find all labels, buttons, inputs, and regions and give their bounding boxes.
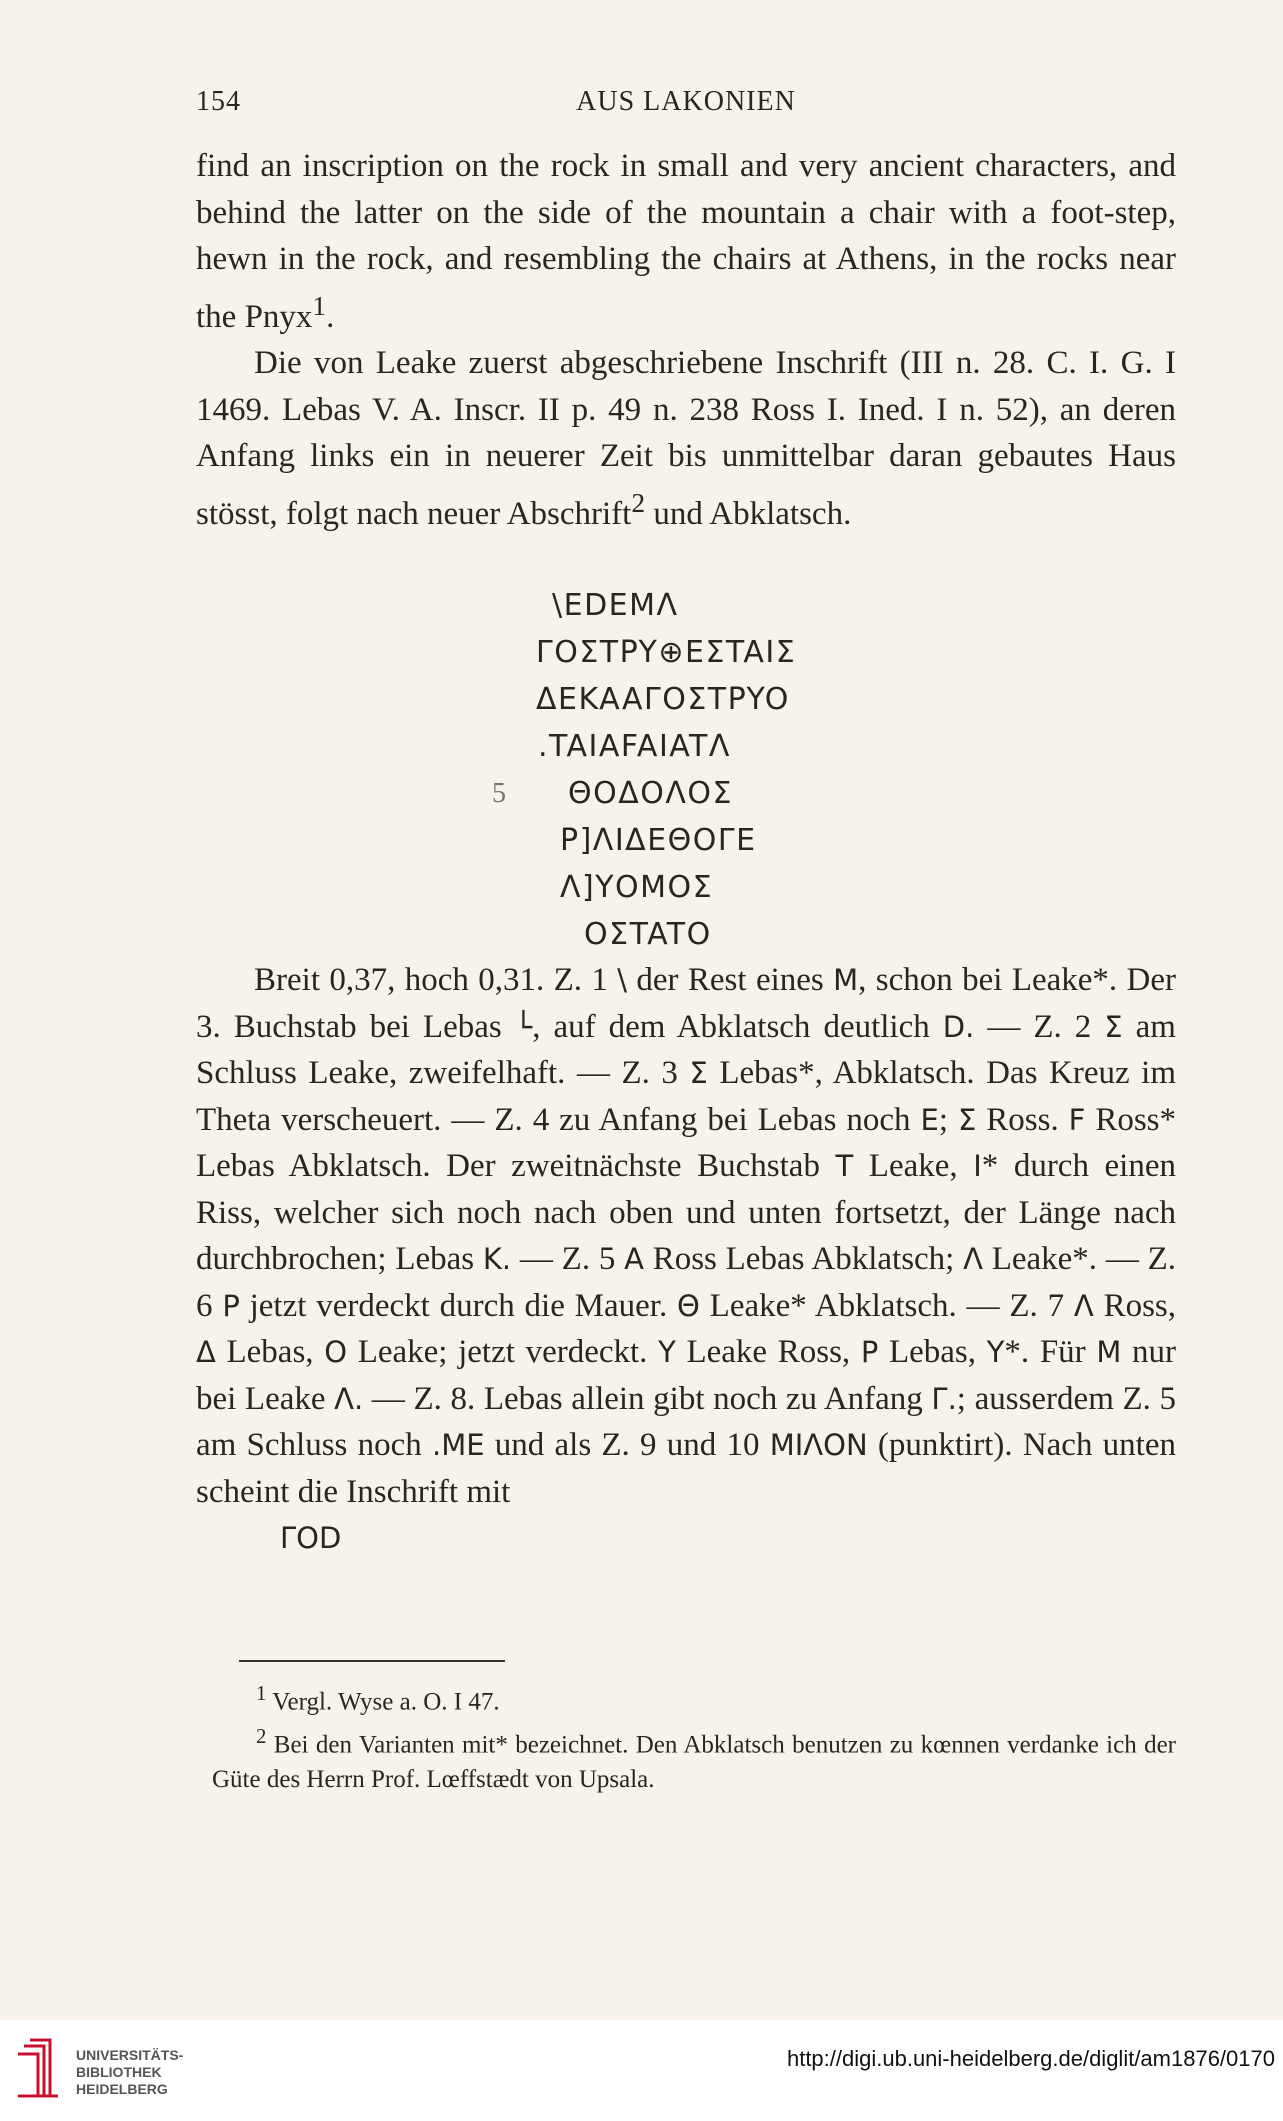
footnote-divider — [239, 1660, 505, 1662]
inscription-line: .TAIAFAIATΛ — [538, 729, 731, 764]
permalink-url[interactable]: http://digi.ub.uni-heidelberg.de/diglit/am1876/0170 — [786, 2046, 1275, 2071]
page-header — [196, 86, 1176, 126]
inscription-line-5: 5 ΘOΔOΛOΣ — [536, 770, 796, 817]
footnotes — [212, 1676, 1176, 1797]
footnote-ref-1: 1 — [312, 289, 327, 321]
body-text-commentary — [196, 957, 1176, 1562]
paragraph-commentary: Breit 0,37, hoch 0,31. Z. 1 \ der Rest eines Μ, schon bei Leake*. Der 3. Buchstab bei Lebas └, auf dem Abklatsch deutlich D. — Z. 2 Σ am Schluss Leake, zweifelhaft. — Z. 3 Σ Lebas*, Abklatsch. Das Kreuz im Theta verscheuert. — Z. 4 zu Anfang bei Lebas noch E; Σ Ross. F Ross* Lebas Abklatsch. Der zweitnächste Buchstab T Leake, I* durch einen Riss, welcher sich noch nach oben und unten fortsetzt, der Länge nach durchbrochen; Lebas K. — Z. 5 A Ross Lebas Abklatsch; Λ Leake*. — Z. 6 P jetzt verdeckt durch die Mauer. Θ Leake* Abklatsch. — Z. 7 Λ Ross, Δ Lebas, O Leake; jetzt verdeckt. Y Leake Ross, P Lebas, Y*. Für Μ nur bei Leake Λ. — Z. 8. Lebas allein gibt noch zu Anfang Γ.; ausserdem Z. 5 am Schluss noch .ΜE und als Z. 9 und 10 ΜIΛON (punktirt). Nach unten scheint die Inschrift mit ΓOD — [196, 962, 1177, 1555]
inscription-line: \EDEΜΛ — [552, 588, 679, 623]
footnote-ref-2: 2 — [631, 486, 646, 518]
paragraph-introduction: Die von Leake zuerst abgeschriebene Inschrift (III n. 28. C. I. G. I 1469. Lebas V. A. Inscr. II p. 49 n. 238 Ross I. Ined. I n. 52), an deren Anfang links ein in neuerer Zeit bis unmittelbar daran gebautes Haus stösst, folgt nach neuer Abschrift$^2$ und Abklatsch. — [196, 345, 1176, 532]
inscription-line: Λ]ΥOΜOΣ — [560, 870, 714, 905]
library-name: UNIVERSITÄTS- BIBLIOTHEK HEIDELBERG — [76, 2047, 184, 2097]
footnote-1: $^1$ Vergl. Wyse a. O. I 47. — [256, 1681, 500, 1716]
body-text-upper — [196, 143, 1176, 537]
page-number: 154 — [196, 86, 241, 117]
footnote-2: $^2$ Bei den Varianten mit* bezeichnet. Den Abklatsch benutzen zu kœnnen verdanke ich der Güte des Herrn Prof. Lœffstædt von Upsala. — [212, 1724, 1176, 1793]
running-title: AUS LAKONIEN — [576, 86, 796, 117]
inscription-line: P]ΛIΔEΘOΓE — [560, 823, 757, 858]
paragraph-english-quote: find an inscription on the rock in small and very ancient characters, and behind the latter on the side of the mountain a chair with a foot-step, hewn in the rock, and resembling the chairs at Athens, in the rocks near the Pnyx$^1$. — [196, 148, 1176, 335]
inscription-line-number: 5 — [492, 778, 508, 809]
inscription-line: ΓOΣTPY⊕EΣTAIΣ — [536, 635, 797, 670]
university-library-logo-icon — [14, 2038, 64, 2102]
library-footer — [0, 2020, 1283, 2121]
inscription-line: OΣTATO — [584, 917, 712, 952]
inscription-transcription — [492, 582, 797, 958]
inscription-line: ΔEKAAΓOΣTPYO — [536, 682, 790, 717]
